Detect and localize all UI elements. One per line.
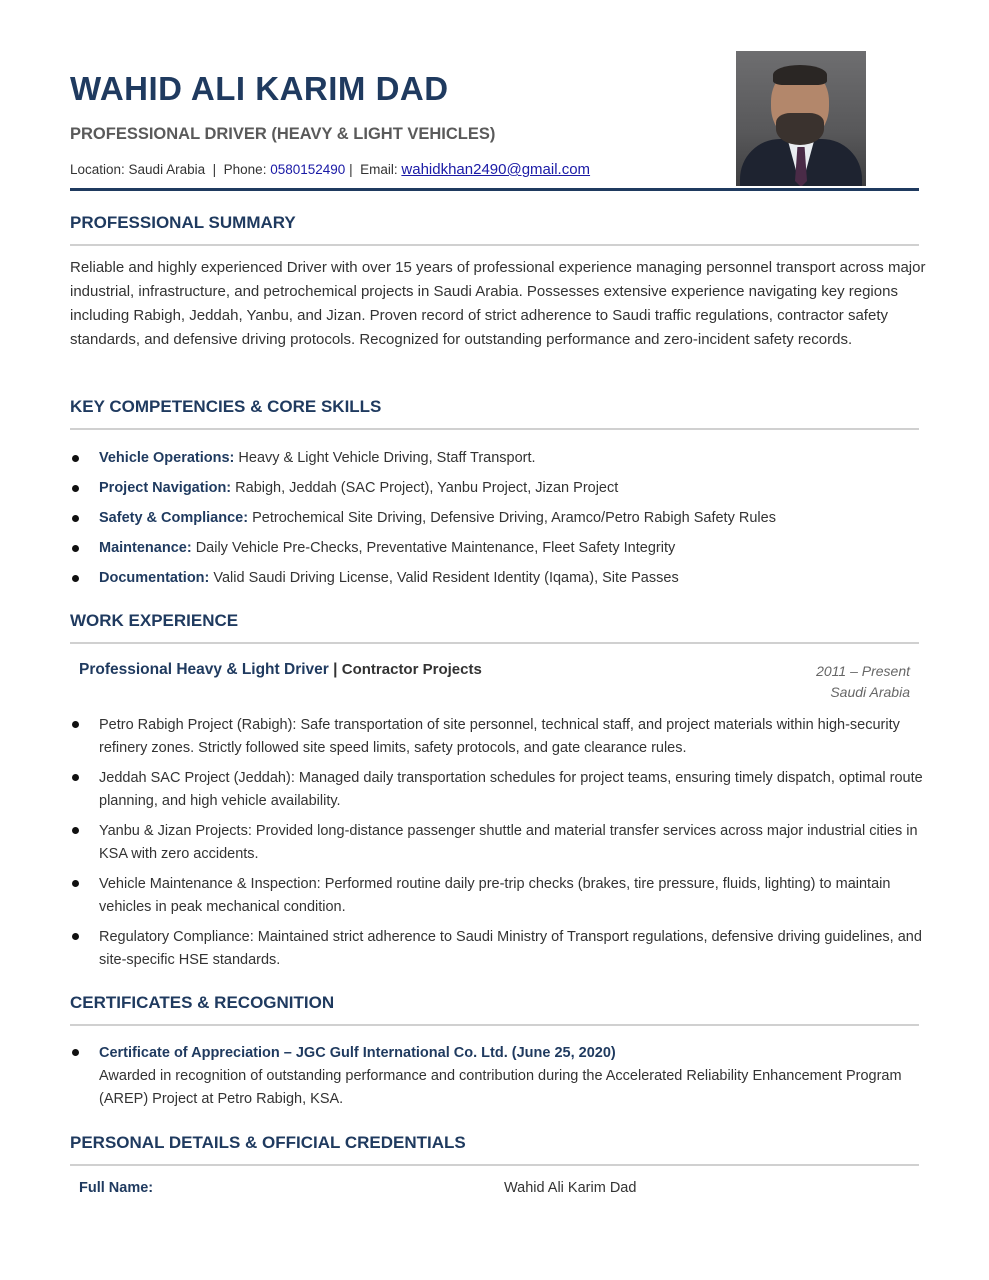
section-divider xyxy=(70,642,919,644)
certificates-heading: CERTIFICATES & RECOGNITION xyxy=(70,993,335,1012)
location-text: Location: Saudi Arabia xyxy=(70,162,206,177)
list-item: Regulatory Compliance: Maintained strict adherence to Saudi Ministry of Transport regulations, defensive driving guidelines, and site-specific HSE standards. xyxy=(70,926,930,972)
skill-label: Project Navigation: xyxy=(99,480,232,496)
skill-label: Vehicle Operations: xyxy=(99,450,235,466)
skill-label: Safety & Compliance: xyxy=(99,510,249,526)
summary-heading: PROFESSIONAL SUMMARY xyxy=(70,213,296,232)
skill-text: Petrochemical Site Driving, Defensive Driving, Aramco/Petro Rabigh Safety Rules xyxy=(248,510,776,526)
job-role: Professional Heavy & Light Driver xyxy=(79,661,329,678)
job-separator: | xyxy=(328,661,342,678)
list-item: Yanbu & Jizan Projects: Provided long-distance passenger shuttle and material transfer services across major industrial cities in KSA with zero accidents. xyxy=(70,820,930,866)
job-location: Saudi Arabia xyxy=(830,684,910,700)
skill-text: Heavy & Light Vehicle Driving, Staff Transport. xyxy=(234,450,536,466)
certificates-list xyxy=(70,1042,930,1111)
personal-heading: PERSONAL DETAILS & OFFICIAL CREDENTIALS xyxy=(70,1133,466,1152)
skill-label: Documentation: xyxy=(99,570,210,586)
job-organization: Contractor Projects xyxy=(341,661,482,678)
list-item xyxy=(70,568,930,598)
email-link[interactable]: wahidkhan2490@gmail.com xyxy=(401,161,591,178)
skills-heading: KEY COMPETENCIES & CORE SKILLS xyxy=(70,397,382,416)
phone-label: Phone: xyxy=(223,162,267,177)
header-divider xyxy=(70,188,919,191)
list-item xyxy=(70,448,930,478)
skill-label: Maintenance: xyxy=(99,540,192,556)
skills-list xyxy=(70,448,930,598)
email-label: Email: xyxy=(360,162,398,177)
list-item: Vehicle Maintenance & Inspection: Performed routine daily pre-trip checks (brakes, tire pressure, fluids, lighting) to maintain vehicles in peak mechanical condition. xyxy=(70,873,930,919)
skill-text: Rabigh, Jeddah (SAC Project), Yanbu Project, Jizan Project xyxy=(231,480,619,496)
experience-list xyxy=(70,714,930,979)
profile-photo xyxy=(736,51,866,186)
full-name-value: Wahid Ali Karim Dad xyxy=(504,1180,637,1196)
job-heading xyxy=(79,661,482,679)
section-divider xyxy=(70,1164,919,1166)
contact-separator: | xyxy=(212,162,217,177)
list-item xyxy=(70,1042,930,1111)
phone-link[interactable]: 0580152490 xyxy=(270,162,346,177)
list-item xyxy=(70,508,930,538)
list-item xyxy=(70,478,930,508)
section-divider xyxy=(70,1024,919,1026)
list-item xyxy=(70,538,930,568)
certificate-description: Awarded in recognition of outstanding performance and contribution during the Accelerated Reliability Enhancement Program (AREP) Project at Petro Rabigh, KSA. xyxy=(99,1068,902,1107)
job-meta xyxy=(816,661,910,703)
contact-separator: | xyxy=(349,162,353,177)
full-name-label: Full Name: xyxy=(79,1180,154,1196)
skill-text: Valid Saudi Driving License, Valid Resident Identity (Iqama), Site Passes xyxy=(209,570,679,586)
skill-text: Daily Vehicle Pre-Checks, Preventative Maintenance, Fleet Safety Integrity xyxy=(191,540,676,556)
list-item: Petro Rabigh Project (Rabigh): Safe transportation of site personnel, technical staff, and project materials within high-security refinery zones. Strictly followed site speed limits, safety protocols, and gate clearance rules. xyxy=(70,714,930,760)
certificate-title: Certificate of Appreciation – JGC Gulf International Co. Ltd. (June 25, 2020) xyxy=(99,1045,616,1061)
contact-line xyxy=(70,161,590,178)
summary-text: Reliable and highly experienced Driver with over 15 years of professional experience managing personnel transport across major industrial, infrastructure, and petrochemical projects in Saudi Arabia. Possesses extensive experience navigating key regions including Rabigh, Jeddah, Yanbu, and Jizan. Proven record of strict adherence to Saudi traffic regulations, contractor safety standards, and defensive driving protocols. Recognized for outstanding performance and zero-incident safety records. xyxy=(70,259,926,348)
experience-heading: WORK EXPERIENCE xyxy=(70,611,239,630)
job-title: PROFESSIONAL DRIVER (HEAVY & LIGHT VEHICLES) xyxy=(70,125,496,143)
job-dates: 2011 – Present xyxy=(816,663,910,679)
section-divider xyxy=(70,244,919,246)
candidate-name: WAHID ALI KARIM DAD xyxy=(70,70,449,107)
list-item: Jeddah SAC Project (Jeddah): Managed daily transportation schedules for project teams, ensuring timely dispatch, optimal route planning, and high vehicle availability. xyxy=(70,767,930,813)
section-divider xyxy=(70,428,919,430)
